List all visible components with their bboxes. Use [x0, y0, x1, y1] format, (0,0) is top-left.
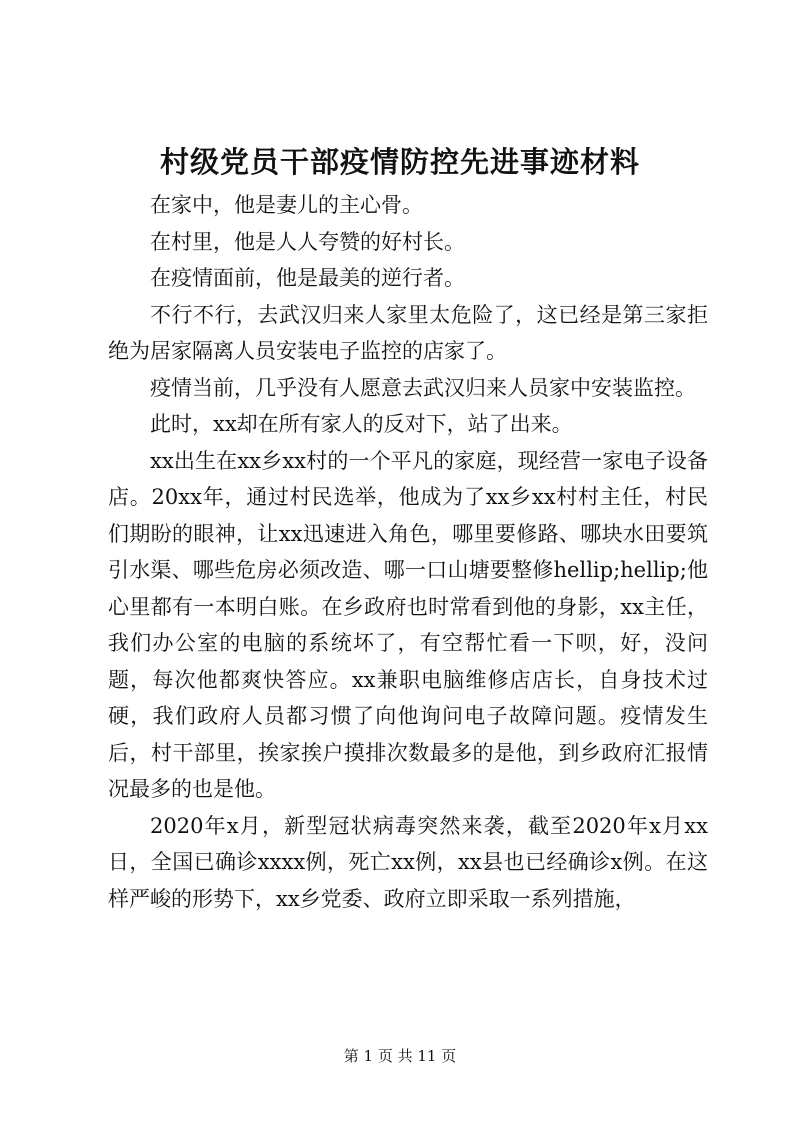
paragraph: 在村里，他是人人夸赞的好村长。: [150, 229, 465, 254]
paragraph: 在家中，他是妻儿的主心骨。: [150, 193, 423, 217]
paragraph: xx出生在xx乡xx村的一个平凡的家庭，现经营一家电子设备店。20xx年，通过村民选举，他成为了xx乡xx村村主任，村民们期盼的眼神，让xx迅速进入角色，哪里要修路、哪块水田要筑引水渠、哪些危房必须改造、哪一口山塘要整修hellip;hellip;他心里都有一本明白账。在乡政府也时常看到他的身影，xx主任，我们办公室的电脑的系统坏了，有空帮忙看一下呗，好，没问题，每次他都爽快答应。xx兼职电脑维修店店长，自身技术过硬，我们政府人员都习惯了向他询问电子故障问题。疫情发生后，村干部里，挨家挨户摸排次数最多的是他，到乡政府汇报情况最多的也是他。: [108, 448, 708, 801]
page-footer: 第 1 页 共 11 页: [343, 1047, 457, 1065]
paragraph: 此时，xx却在所有家人的反对下，站了出来。: [150, 412, 573, 436]
paragraph: 疫情当前，几乎没有人愿意去武汉归来人员家中安装监控。: [150, 375, 696, 400]
page-title: 村级党员干部疫情防控先进事迹材料: [159, 145, 640, 179]
paragraph: 在疫情面前，他是最美的逆行者。: [150, 266, 465, 290]
paragraph: 不行不行，去武汉归来人家里太危险了，这已经是第三家拒绝为居家隔离人员安装电子监控的店家了。: [108, 302, 708, 363]
document-body: [108, 187, 708, 917]
paragraph: 2020年x月，新型冠状病毒突然来袭，截至2020年x月xx日，全国已确诊xxxx例，死亡xx例，xx县也已经确诊x例。在这样严峻的形势下，xx乡党委、政府立即采取一系列措施，: [108, 813, 708, 911]
